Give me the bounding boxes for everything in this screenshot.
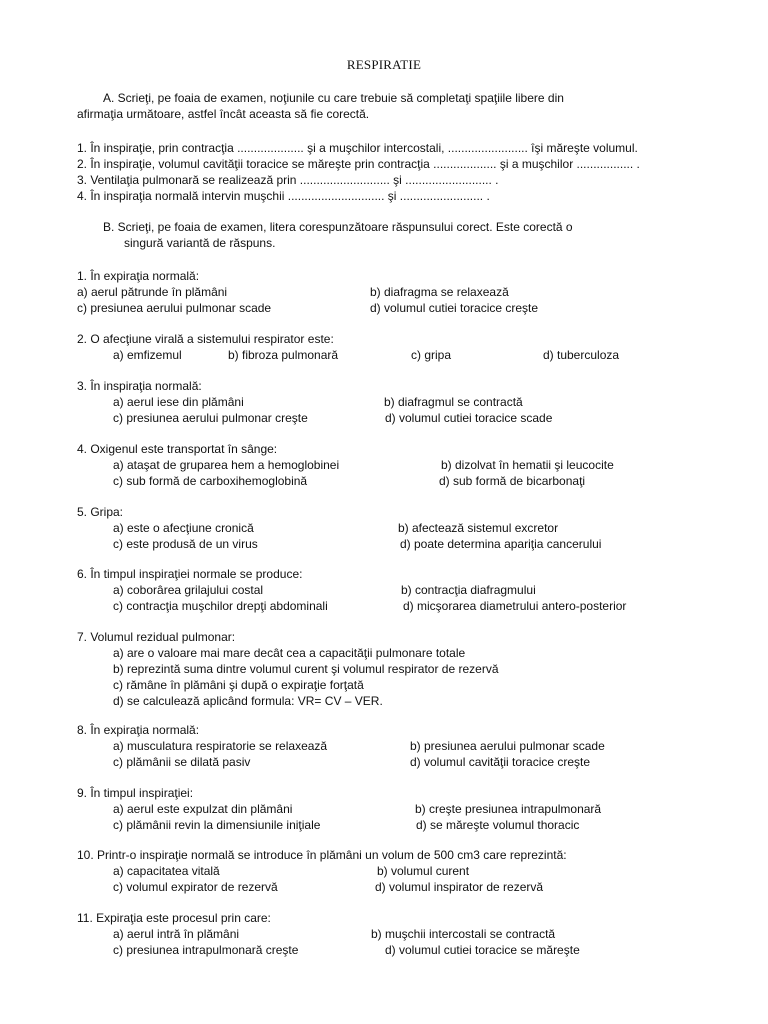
option-a: a) capacitatea vitală [113,864,220,878]
option-d: d) se măreşte volumul thoracic [416,818,580,832]
fill-item: 4. În inspiraţia normală intervin muşchii ............................. şi ......................... . [77,189,490,203]
option-a: a) ataşat de gruparea hem a hemoglobinei [113,458,340,472]
option-c: c) presiunea intrapulmonară creşte [113,943,299,957]
question-text: 3. În inspiraţia normală: [77,379,202,393]
option-a: a) este o afecţiune cronică [113,521,254,535]
option-c: c) este produsă de un virus [113,537,258,551]
page-title: RESPIRATIE [346,57,422,72]
question-text: 9. În timpul inspiraţiei: [77,786,194,800]
option-a: a) coborârea grilajului costal [113,583,264,597]
option-a: a) aerul pătrunde în plămâni [77,285,228,299]
section-b-instructions [103,219,643,251]
option-d: d) volumul inspirator de rezervă [375,880,544,894]
option-a: a) musculatura respiratorie se relaxează [113,739,328,753]
fill-item: 3. Ventilaţia pulmonară se realizează prin ........................... şi .......................... . [77,173,499,187]
option-a: a) aerul iese din plămâni [113,395,244,409]
option-a: a) emfizemul [113,348,182,362]
option-c: c) sub formă de carboxihemoglobină [113,474,308,488]
section-a-line-1: A. Scrieţi, pe foaia de examen, noţiunile cu care trebuie să completaţi spaţiile libere din [103,91,564,105]
option-c: c) presiunea aerului pulmonar creşte [113,411,308,425]
question-text: 11. Expiraţia este procesul prin care: [77,911,271,925]
option-b: b) muşchii intercostali se contractă [371,927,556,941]
option-b: b) fibroza pulmonară [228,348,339,362]
question-text: 6. În timpul inspiraţiei normale se produce: [77,567,303,581]
option-d: d) volumul cavităţii toracice creşte [410,755,591,769]
option-d: d) sub formă de bicarbonaţi [439,474,586,488]
option-b: b) volumul curent [377,864,470,878]
option-d: d) se calculează aplicând formula: VR= CV – VER. [113,694,383,708]
option-b: b) dizolvat în hematii şi leucocite [441,458,614,472]
question-text: 10. Printr-o inspiraţie normală se introduce în plămâni un volum de 500 cm3 care reprezintă: [77,848,567,862]
option-b: b) presiunea aerului pulmonar scade [410,739,605,753]
option-b: b) reprezintă suma dintre volumul curent şi volumul respirator de rezervă [113,662,499,676]
fill-item: 2. În inspiraţie, volumul cavităţii toracice se măreşte prin contracţia ................... şi a muşchilor ................. . [77,157,640,171]
section-b-line-2: singură variantă de răspuns. [124,236,276,250]
question-text: 2. O afecţiune virală a sistemului respirator este: [77,332,334,346]
option-c: c) contracţia muşchilor drepţi abdominali [113,599,328,613]
option-c: c) presiunea aerului pulmonar scade [77,301,272,315]
question-text: 7. Volumul rezidual pulmonar: [77,630,236,644]
fill-item: 1. În inspiraţie, prin contracţia .................... şi a muşchilor intercostali, ........................ îşi măreşte volumul. [77,141,638,155]
question-text: 8. În expiraţia normală: [77,723,200,737]
question-text: 1. În expiraţia normală: [77,269,200,283]
option-b: b) diafragmul se contractă [384,395,523,409]
option-b: b) diafragma se relaxează [370,285,509,299]
option-c: c) volumul expirator de rezervă [113,880,278,894]
option-c: c) plămânii se dilată pasiv [113,755,251,769]
section-b-line-1: B. Scrieţi, pe foaia de examen, litera corespunzătoare răspunsului corect. Este corectă o [103,220,573,234]
option-d: d) poate determina apariţia cancerului [400,537,602,551]
option-d: d) tuberculoza [543,348,620,362]
option-a: a) aerul este expulzat din plămâni [113,802,293,816]
option-d: d) volumul cutiei toracice scade [385,411,553,425]
option-c: c) plămânii revin la dimensiunile iniţiale [113,818,321,832]
section-a-instructions [77,90,637,122]
question-text: 4. Oxigenul este transportat în sânge: [77,442,278,456]
option-b: b) contracţia diafragmului [401,583,536,597]
option-d: d) volumul cutiei toracice creşte [370,301,539,315]
option-b: b) afectează sistemul excretor [398,521,559,535]
option-c: c) rămâne în plămâni şi după o expiraţie forţată [113,678,364,692]
option-a: a) are o valoare mai mare decât cea a capacităţii pulmonare totale [113,646,466,660]
option-d: d) micşorarea diametrului antero-posterior [403,599,627,613]
option-a: a) aerul intră în plămâni [113,927,240,941]
section-a-line-2: afirmaţia următoare, astfel încât aceasta să fie corectă. [77,107,370,121]
option-b: b) creşte presiunea intrapulmonară [415,802,602,816]
option-c: c) gripa [411,348,452,362]
question-text: 5. Gripa: [77,505,124,519]
option-d: d) volumul cutiei toracice se măreşte [385,943,580,957]
